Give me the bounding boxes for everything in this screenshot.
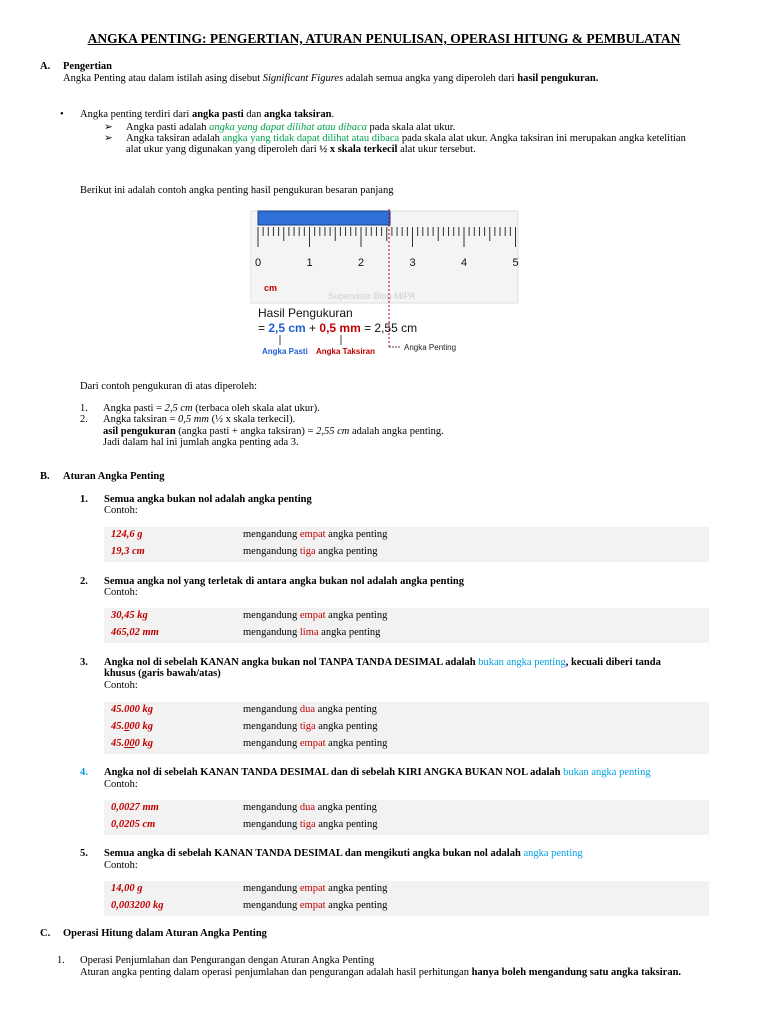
rule-number: 5. [80,848,88,859]
example-desc: mengandung empat angka penting [243,529,388,540]
section-b-heading: Aturan Angka Penting [63,471,165,482]
page-title: ANGKA PENTING: PENGERTIAN, ATURAN PENULISAN, OPERASI HITUNG & PEMBULATAN [87,31,681,46]
example-table-1 [104,527,709,562]
example-value: 19,3 cm [111,546,145,557]
example-table-4 [104,800,709,835]
example-value: 14,00 g [111,883,143,894]
rule-number: 4. [80,767,88,778]
unit-label: cm [264,283,278,293]
table-row [104,702,709,719]
bullet-dot: • [60,109,64,120]
table-row [104,719,709,736]
table-row [104,544,709,561]
section-c-marker: C. [40,928,51,939]
list-number: 1. [57,955,65,966]
list-item-1: Angka pasti = 2,5 cm (terbaca oleh skala alat ukur). [103,403,320,414]
example-value: 45.000 kg [111,704,153,715]
table-row [104,800,709,817]
example-value: 0,003200 kg [111,900,164,911]
sub-bullet-pasti: Angka pasti adalah angka yang dapat dilihat atau dibaca pada skala alat ukur. [126,122,456,133]
arrow-bullet-icon: ➢ [104,122,113,133]
ruler-number: 2 [357,257,365,269]
example-value: 465,02 mm [111,627,159,638]
example-table-3 [104,702,709,754]
table-row [104,881,709,898]
table-row [104,736,709,753]
rule-number: 2. [80,576,88,587]
contoh-label: Contoh: [104,779,138,790]
rule-number: 1. [80,494,88,505]
rule-5-text: Semua angka di sebelah KANAN TANDA DESIMAL dan mengikuti angka bukan nol adalah angka penting [104,848,583,859]
operation-title: Operasi Penjumlahan dan Pengurangan dengan Aturan Angka Penting [80,955,375,966]
example-desc: mengandung empat angka penting [243,883,388,894]
sub-bullet-taksiran-line2: alat ukur yang digunakan yang diperoleh dari ½ x skala terkecil alat ukur tersebut. [126,144,476,155]
ruler-number: 4 [460,257,468,269]
example-desc: mengandung lima angka penting [243,627,381,638]
list-item-4: Jadi dalam hal ini jumlah angka penting ada 3. [103,437,299,448]
example-desc: mengandung empat angka penting [243,900,388,911]
rule-4-text: Angka nol di sebelah KANAN TANDA DESIMAL dan di sebelah KIRI ANGKA BUKAN NOL adalah bukan angka penting [104,767,651,778]
example-desc: mengandung tiga angka penting [243,819,378,830]
example-desc: mengandung empat angka penting [243,738,388,749]
list-item-3: asil pengukuran (angka pasti + angka taksiran) = 2,55 cm adalah angka penting. [103,426,444,437]
list-number: 2. [80,414,88,425]
table-row [104,608,709,625]
ruler-number: 1 [306,257,313,269]
table-row [104,898,709,915]
example-value: 30,45 kg [111,610,148,621]
label-angka-taksiran: Angka Taksiran [316,347,375,356]
result-equation: = 2,5 cm + 0,5 mm = 2,55 cm [258,321,418,335]
rule-2-text: Semua angka nol yang terletak di antara angka bukan nol adalah angka penting [104,576,465,587]
example-table-2 [104,608,709,643]
arrow-bullet-icon: ➢ [104,133,113,144]
section-c-heading: Operasi Hitung dalam Aturan Angka Penting [63,928,267,939]
table-row [104,625,709,642]
example-intro: Berikut ini adalah contoh angka penting hasil pengukuran besaran panjang [80,185,394,196]
example-value: 124,6 g [111,529,143,540]
example-desc: mengandung tiga angka penting [243,546,378,557]
contoh-label: Contoh: [104,680,138,691]
watermark: Supervisor Blog MIPA [328,291,416,301]
ruler-figure [250,209,520,361]
example-table-5 [104,881,709,916]
section-a-heading: Pengertian [63,61,112,72]
eq-pasti: 2,5 cm [268,321,306,335]
label-angka-penting: Angka Penting [404,343,457,352]
rule-3-text-line2: khusus (garis bawah/atas) [104,668,221,679]
contoh-label: Contoh: [104,587,138,598]
result-title: Hasil Pengukuran [258,306,353,320]
obtained-intro: Dari contoh pengukuran di atas diperoleh: [80,381,257,392]
ruler-number: 3 [409,257,416,269]
list-number: 1. [80,403,88,414]
example-desc: mengandung empat angka penting [243,610,388,621]
sub-bullet-taksiran: Angka taksiran adalah angka yang tidak dapat dilihat atau dibaca pada skala alat ukur. Angka taksiran ini merupakan angka ketelitian [126,133,686,144]
rule-number: 3. [80,657,88,668]
example-value: 45.000 kg [111,721,153,732]
eq-taksiran: 0,5 mm [319,321,361,335]
label-angka-pasti: Angka Pasti [262,347,308,356]
example-desc: mengandung dua angka penting [243,802,377,813]
list-item-2: Angka taksiran = 0,5 mm (½ x skala terkecil). [103,414,296,425]
section-a-marker: A. [40,61,51,72]
operation-rule: Aturan angka penting dalam operasi penjumlahan dan pengurangan adalah hasil perhitungan hanya boleh mengandung satu angka taksiran. [80,967,682,978]
example-value: 0,0027 mm [111,802,159,813]
measured-bar [258,211,390,225]
example-value: 45.000 kg [111,738,153,749]
example-desc: mengandung tiga angka penting [243,721,378,732]
contoh-label: Contoh: [104,860,138,871]
rule-1-text: Semua angka bukan nol adalah angka penting [104,494,312,505]
bullet-text: Angka penting terdiri dari angka pasti dan angka taksiran. [80,109,335,120]
table-row [104,817,709,834]
section-b-marker: B. [40,471,50,482]
contoh-label: Contoh: [104,505,138,516]
table-row [104,527,709,544]
rule-3-text: Angka nol di sebelah KANAN angka bukan nol TANPA TANDA DESIMAL adalah bukan angka penting, kecuali diberi tanda [104,657,661,668]
example-desc: mengandung dua angka penting [243,704,377,715]
ruler-number: 0 [254,257,262,269]
ruler-number: 5 [512,257,519,269]
example-value: 0,0205 cm [111,819,156,830]
definition-paragraph: Angka Penting atau dalam istilah asing disebut Significant Figures adalah semua angka yang diperoleh dari hasil pengukuran. [63,73,599,84]
